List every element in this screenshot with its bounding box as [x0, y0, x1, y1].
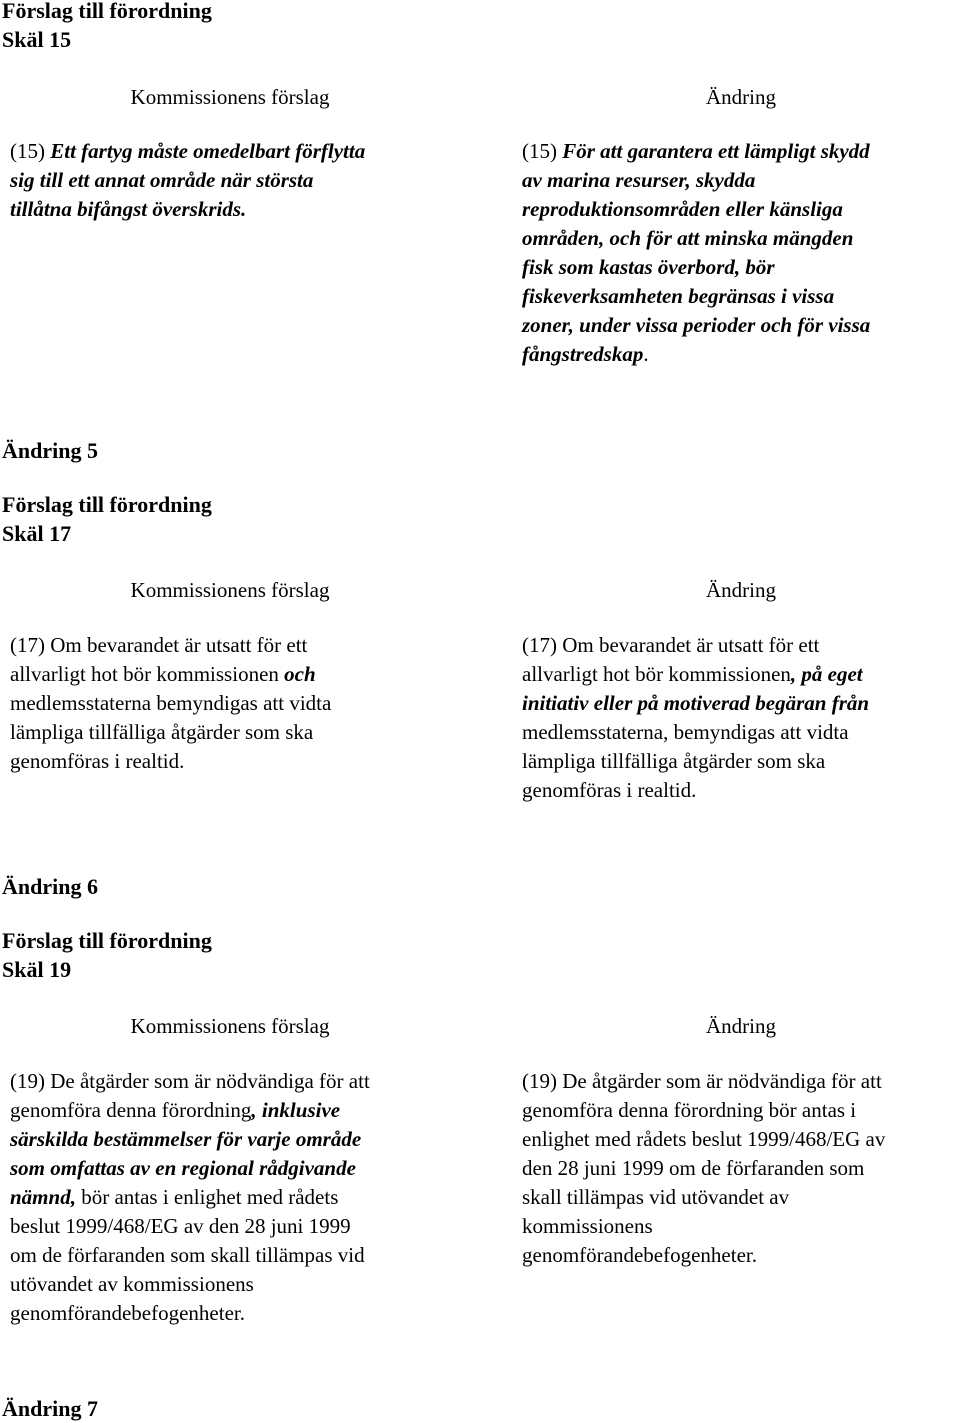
text-line: [522, 1154, 960, 1183]
amended-text-run: reproduktionsområden eller känsliga: [522, 197, 843, 221]
text-run: lämpliga tillfälliga åtgärder som ska: [522, 749, 826, 773]
amended-text-run: fisk som kastas överbord, bör: [522, 255, 775, 279]
text-run: (19) De åtgärder som är nödvändiga för att: [522, 1069, 882, 1093]
amended-text-run: och: [284, 662, 316, 686]
text-run: beslut 1999/468/EG av den 28 juni 1999: [10, 1214, 351, 1238]
commission-proposal-heading: Kommissionens förslag: [130, 578, 330, 602]
text-line: [522, 340, 960, 369]
text-run: bör antas i enlighet med rådets: [75, 1185, 339, 1209]
amended-text-run: särskilda bestämmelser för varje område: [10, 1127, 362, 1151]
text-run: genomföra denna förordning bör antas i: [522, 1098, 857, 1122]
text-line: [522, 253, 960, 282]
text-line: [10, 718, 450, 747]
text-line: [10, 137, 450, 166]
text-line: [522, 747, 960, 776]
amendment-number: Ändring 7: [2, 1396, 98, 1421]
text-run: genomföra denna förordning: [10, 1098, 252, 1122]
amendment-text: [522, 1067, 960, 1270]
recital-number: Skäl 19: [2, 957, 72, 982]
text-run: medlemsstaterna bemyndigas att vidta: [10, 691, 332, 715]
text-line: [10, 631, 450, 660]
text-line: [522, 1067, 960, 1096]
text-run: allvarligt hot bör kommissionen: [522, 662, 791, 686]
text-run: den 28 juni 1999 om de förfaranden som: [522, 1156, 865, 1180]
commission-proposal-heading: Kommissionens förslag: [130, 1014, 330, 1038]
text-line: [522, 1125, 960, 1154]
text-run: om de förfaranden som skall tillämpas vid: [10, 1243, 365, 1267]
text-run: (15): [522, 139, 563, 163]
text-line: [10, 1212, 450, 1241]
text-line: [522, 776, 960, 805]
amended-text-run: fångstredskap: [522, 342, 644, 366]
amended-text-run: fiskeverksamheten begränsas i vissa: [522, 284, 835, 308]
text-line: [522, 660, 960, 689]
text-line: [10, 166, 450, 195]
text-line: [522, 1183, 960, 1212]
amended-text-run: som omfattas av en regional rådgivande: [10, 1156, 356, 1180]
text-line: [522, 1241, 960, 1270]
amended-text-run: zoner, under vissa perioder och för vissa: [522, 313, 871, 337]
commission-proposal-heading: Kommissionens förslag: [130, 85, 330, 109]
text-line: [10, 1270, 450, 1299]
text-line: [522, 137, 960, 166]
text-line: [10, 1241, 450, 1270]
amended-text-run: , inklusive: [251, 1098, 341, 1122]
text-run: (15): [10, 139, 51, 163]
amendment-text: [522, 137, 960, 369]
amended-text-run: tillåtna bifångst överskrids.: [10, 197, 247, 221]
text-line: [522, 195, 960, 224]
amended-text-run: av marina resurser, skydda: [522, 168, 756, 192]
text-line: [522, 631, 960, 660]
text-line: [10, 689, 450, 718]
amended-text-run: initiativ eller på motiverad begäran från: [522, 691, 870, 715]
text-run: lämpliga tillfälliga åtgärder som ska: [10, 720, 314, 744]
text-run: (19) De åtgärder som är nödvändiga för att: [10, 1069, 370, 1093]
amendment-heading: Ändring: [706, 1014, 776, 1038]
amendment-number: Ändring 6: [2, 874, 98, 899]
text-line: [10, 1299, 450, 1328]
text-run: genomföras i realtid.: [10, 749, 185, 773]
amendment-text: [522, 631, 960, 805]
text-line: [522, 282, 960, 311]
text-run: allvarligt hot bör kommissionen: [10, 662, 285, 686]
amended-text-run: , på eget: [790, 662, 863, 686]
text-run: genomförandebefogenheter.: [522, 1243, 757, 1267]
text-run: (17) Om bevarandet är utsatt för ett: [522, 633, 820, 657]
amended-text-run: nämnd,: [10, 1185, 76, 1209]
amended-text-run: För att garantera ett lämpligt skydd: [562, 139, 870, 163]
text-line: [522, 689, 960, 718]
text-line: [10, 1067, 450, 1096]
amendment-number: Ändring 5: [2, 438, 98, 463]
text-run: .: [643, 342, 649, 366]
text-line: [10, 1096, 450, 1125]
text-run: genomföras i realtid.: [522, 778, 697, 802]
text-line: [10, 195, 450, 224]
amended-text-run: Ett fartyg måste omedelbart förflytta: [50, 139, 366, 163]
amendment-heading: Ändring: [706, 578, 776, 602]
section-title: Förslag till förordning: [2, 0, 212, 23]
text-line: [10, 1183, 450, 1212]
text-run: genomförandebefogenheter.: [10, 1301, 245, 1325]
section-title: Förslag till förordning: [2, 492, 212, 517]
commission-proposal-text: [10, 137, 450, 224]
amended-text-run: sig till ett annat område när största: [10, 168, 314, 192]
text-run: (17) Om bevarandet är utsatt för ett: [10, 633, 308, 657]
amended-text-run: områden, och för att minska mängden: [522, 226, 854, 250]
text-line: [10, 660, 450, 689]
text-line: [522, 166, 960, 195]
text-run: skall tillämpas vid utövandet av: [522, 1185, 790, 1209]
recital-number: Skäl 15: [2, 27, 72, 52]
text-line: [10, 1125, 450, 1154]
section-title: Förslag till förordning: [2, 928, 212, 953]
text-run: utövandet av kommissionens: [10, 1272, 254, 1296]
commission-proposal-text: [10, 1067, 450, 1328]
commission-proposal-text: [10, 631, 450, 776]
text-line: [522, 311, 960, 340]
text-line: [10, 747, 450, 776]
text-line: [522, 224, 960, 253]
amendment-heading: Ändring: [706, 85, 776, 109]
text-run: enlighet med rådets beslut 1999/468/EG av: [522, 1127, 886, 1151]
text-line: [522, 1212, 960, 1241]
text-line: [10, 1154, 450, 1183]
recital-number: Skäl 17: [2, 521, 72, 546]
text-line: [522, 1096, 960, 1125]
text-line: [522, 718, 960, 747]
text-run: kommissionens: [522, 1214, 653, 1238]
text-run: medlemsstaterna, bemyndigas att vidta: [522, 720, 849, 744]
